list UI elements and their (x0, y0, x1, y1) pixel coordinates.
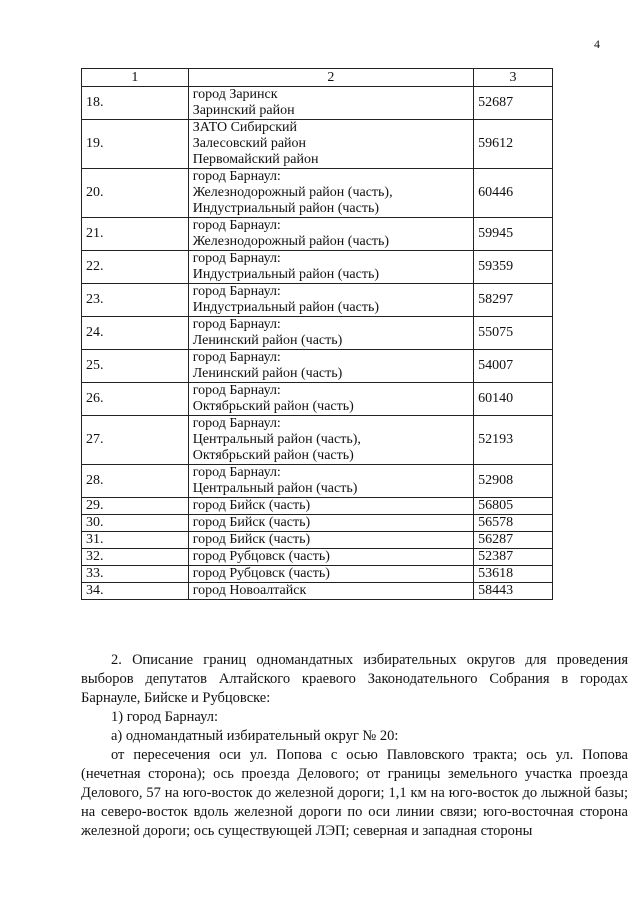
page-number: 4 (594, 37, 600, 51)
paragraph-intro: 2. Описание границ одномандатных избирательных округов для проведения выборов депутатов Алтайского краевого Законодательного Собрания в городах Барнауле, Бийске и Рубцовске: (81, 652, 628, 706)
table-row (82, 317, 553, 350)
area-line: Ленинский район (часть) (192, 333, 343, 348)
table-row (82, 350, 553, 383)
district-number: 23. (82, 284, 189, 317)
area-line: Октябрьский район (часть) (192, 399, 354, 414)
district-area (188, 583, 473, 600)
area-line: Индустриальный район (часть) (192, 300, 380, 315)
table-row (82, 218, 553, 251)
area-line: город Заринск (192, 87, 278, 102)
district-number: 20. (82, 169, 189, 218)
district-number: 25. (82, 350, 189, 383)
voter-count: 60140 (474, 383, 553, 416)
voter-count: 52908 (474, 465, 553, 498)
area-line: Железнодорожный район (часть) (192, 234, 390, 249)
area-line: Центральный район (часть) (192, 481, 358, 496)
voter-count: 56287 (474, 532, 553, 549)
table-row (82, 549, 553, 566)
voter-count: 55075 (474, 317, 553, 350)
district-area (188, 317, 473, 350)
district-area (188, 498, 473, 515)
district-area (188, 515, 473, 532)
voter-count: 56805 (474, 498, 553, 515)
voter-count: 52387 (474, 549, 553, 566)
voter-count: 58297 (474, 284, 553, 317)
voter-count: 60446 (474, 169, 553, 218)
district-area (188, 251, 473, 284)
paragraph-boundary: от пересечения оси ул. Попова с осью Павловского тракта; ось ул. Попова (нечетная сторона); ось проезда Делового; от границы земельного участка проезда Делового, 57 на юго-восток до железной дороги; 1,1 км на юго-восток до лыжной базы; на северо-восток вдоль железной дороги по оси линии связи; юго-восточная сторона железной дороги; ось существующей ЛЭП; северная и западная стороны (81, 747, 628, 839)
paragraph-district: а) одномандатный избирательный округ № 20: (111, 728, 399, 744)
voter-count: 59612 (474, 120, 553, 169)
paragraph-city: 1) город Барнаул: (111, 709, 218, 725)
voter-count: 54007 (474, 350, 553, 383)
voter-count: 52687 (474, 87, 553, 120)
district-area (188, 120, 473, 169)
column-header-voters: 3 (474, 69, 553, 87)
area-line: ЗАТО Сибирский (192, 120, 298, 135)
district-area (188, 566, 473, 583)
area-line: город Новоалтайск (192, 583, 307, 598)
table-row (82, 383, 553, 416)
district-number: 32. (82, 549, 189, 566)
area-line: город Бийск (часть) (192, 498, 311, 513)
area-line: город Барнаул: (192, 416, 281, 431)
table-row (82, 169, 553, 218)
table-row (82, 87, 553, 120)
column-header-number: 1 (82, 69, 189, 87)
area-line: город Барнаул: (192, 383, 281, 398)
district-number: 28. (82, 465, 189, 498)
district-area (188, 218, 473, 251)
districts-table (81, 68, 553, 600)
table-row (82, 284, 553, 317)
description-text (81, 651, 628, 841)
area-line: город Бийск (часть) (192, 532, 311, 547)
area-line: город Барнаул: (192, 350, 281, 365)
area-line: Индустриальный район (часть) (192, 201, 380, 216)
table-row (82, 465, 553, 498)
district-number: 26. (82, 383, 189, 416)
district-area (188, 87, 473, 120)
column-header-area: 2 (188, 69, 473, 87)
district-number: 22. (82, 251, 189, 284)
district-number: 19. (82, 120, 189, 169)
district-number: 31. (82, 532, 189, 549)
district-area (188, 284, 473, 317)
district-number: 30. (82, 515, 189, 532)
area-line: Заринский район (192, 103, 295, 118)
voter-count: 59945 (474, 218, 553, 251)
voter-count: 59359 (474, 251, 553, 284)
district-number: 34. (82, 583, 189, 600)
district-area (188, 383, 473, 416)
voter-count: 56578 (474, 515, 553, 532)
area-line: Индустриальный район (часть) (192, 267, 380, 282)
table-row (82, 416, 553, 465)
district-area (188, 350, 473, 383)
area-line: Центральный район (часть), (192, 432, 361, 447)
district-number: 24. (82, 317, 189, 350)
district-number: 21. (82, 218, 189, 251)
district-area (188, 532, 473, 549)
voter-count: 53618 (474, 566, 553, 583)
district-area (188, 169, 473, 218)
voter-count: 58443 (474, 583, 553, 600)
table-row (82, 498, 553, 515)
district-area (188, 465, 473, 498)
area-line: город Барнаул: (192, 251, 281, 266)
area-line: город Барнаул: (192, 465, 281, 480)
area-line: Залесовский район (192, 136, 307, 151)
district-area (188, 416, 473, 465)
district-area (188, 549, 473, 566)
table-row (82, 251, 553, 284)
area-line: город Рубцовск (часть) (192, 549, 330, 564)
area-line: Железнодорожный район (часть), (192, 185, 393, 200)
table-row (82, 583, 553, 600)
area-line: город Рубцовск (часть) (192, 566, 330, 581)
district-number: 33. (82, 566, 189, 583)
area-line: город Барнаул: (192, 317, 281, 332)
area-line: Ленинский район (часть) (192, 366, 343, 381)
area-line: город Бийск (часть) (192, 515, 311, 530)
table-row (82, 120, 553, 169)
area-line: город Барнаул: (192, 284, 281, 299)
area-line: город Барнаул: (192, 169, 281, 184)
district-number: 29. (82, 498, 189, 515)
table-header-row (82, 69, 553, 87)
table-row (82, 532, 553, 549)
table-row (82, 515, 553, 532)
area-line: Октябрьский район (часть) (192, 448, 354, 463)
area-line: город Барнаул: (192, 218, 281, 233)
district-number: 27. (82, 416, 189, 465)
area-line: Первомайский район (192, 152, 319, 167)
voter-count: 52193 (474, 416, 553, 465)
district-number: 18. (82, 87, 189, 120)
table-row (82, 566, 553, 583)
